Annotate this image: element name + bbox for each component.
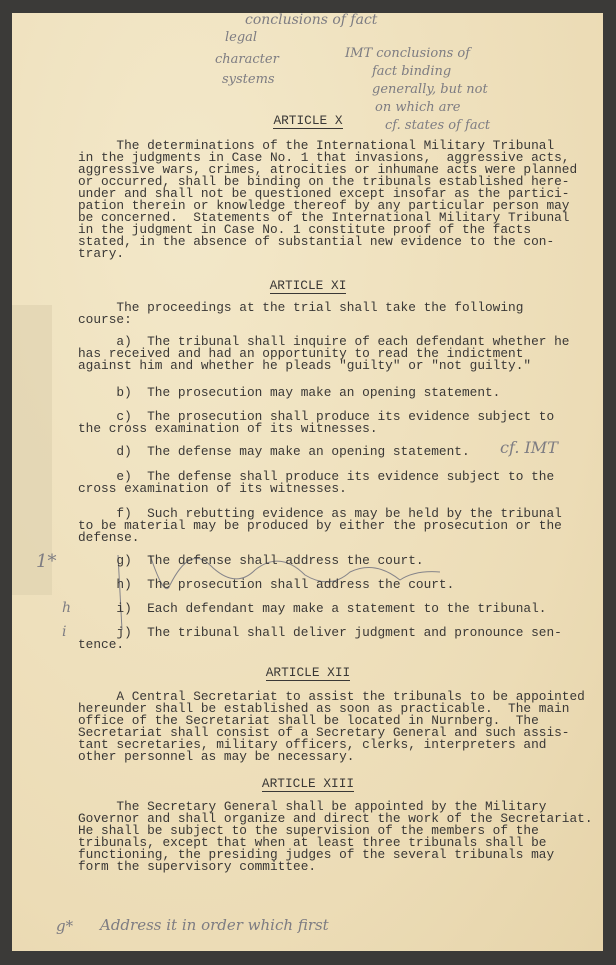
article-x-body: The determinations of the International Military Tribunal in the judgments in Case No. 1 that invasions, aggressive acts, aggressive wars, crimes, atrocities or inhumane acts were planned or occurred, shall be binding on the tribunals established here- under and shall not be questioned except insofar as the partici- pation therein or knowledge thereof by any particular person may be concerned. Statements of the International Military Tribunal in the judgment in Case No. 1 constitute proof of the facts stated, in the absence of substantial new evidence to the con- trary. (78, 138, 578, 261)
handwritten-note: character (215, 52, 279, 67)
handwritten-note: cf. states of fact (385, 118, 491, 133)
item-d: d) The defense may make an opening statement. (78, 444, 470, 459)
handwritten-note: IMT conclusions of (345, 46, 471, 61)
handwritten-note: conclusions of fact (245, 12, 378, 28)
item-g: g) The defense shall address the court. (78, 553, 424, 568)
item-e: e) The defense shall produce its evidence subject to the cross examination of its witnesses. (78, 469, 555, 496)
handwritten-note: fact binding (372, 64, 452, 79)
article-xiii-heading: ARTICLE XIII (261, 776, 355, 791)
item-h: h) The prosecution shall address the court. (78, 577, 455, 592)
handwritten-note: Address it in order which first (100, 916, 329, 934)
article-xii-heading: ARTICLE XII (265, 665, 351, 680)
handwritten-mark: i (62, 624, 67, 640)
article-xii-body: A Central Secretariat to assist the tribunals to be appointed hereunder shall be established as soon as practicable. The main office of the Secretariat shall be located in Nurnberg. The Secretariat shall consist of a Secretary General and such assis- tant secretaries, military officers, clerks, interpreters and other personnel as may be necessary. (78, 689, 585, 764)
handwritten-mark: h (62, 600, 72, 616)
article-x-heading: ARTICLE X (273, 113, 343, 128)
article-xi-heading: ARTICLE XI (269, 278, 347, 293)
item-a: a) The tribunal shall inquire of each defendant whether he has received and had an opportunity to read the indictment against him and whether he pleads "guilty" or "not guilty." (78, 334, 570, 373)
handwritten-mark: g* (56, 917, 74, 935)
handwritten-note: cf. IMT (500, 438, 558, 457)
article-xiii-body: The Secretary General shall be appointed by the Military Governor and shall organize and direct the work of the Secretariat. He shall be subject to the supervision of the members of the tribunals, except that when at least three tribunals shall be functioning, the presiding judges of the several tribunals may form the supervisory committee. (78, 799, 593, 874)
item-j: j) The tribunal shall deliver judgment and pronounce sen- tence. (78, 625, 562, 652)
item-b: b) The prosecution may make an opening statement. (78, 385, 501, 400)
article-xi-intro: The proceedings at the trial shall take the following course: (78, 300, 524, 327)
handwritten-note: legal (225, 30, 258, 45)
item-i: i) Each defendant may make a statement to the tribunal. (78, 601, 547, 616)
item-c: c) The prosecution shall produce its evidence subject to the cross examination of its witnesses. (78, 409, 555, 436)
handwritten-mark: 1* (36, 551, 57, 572)
handwritten-note: on which are (375, 100, 461, 115)
item-f: f) Such rebutting evidence as may be held by the tribunal to be material may be produced by either the prosecution or the defense. (78, 506, 562, 545)
handwritten-note: generally, but not (372, 82, 488, 97)
handwritten-note: systems (222, 72, 275, 87)
